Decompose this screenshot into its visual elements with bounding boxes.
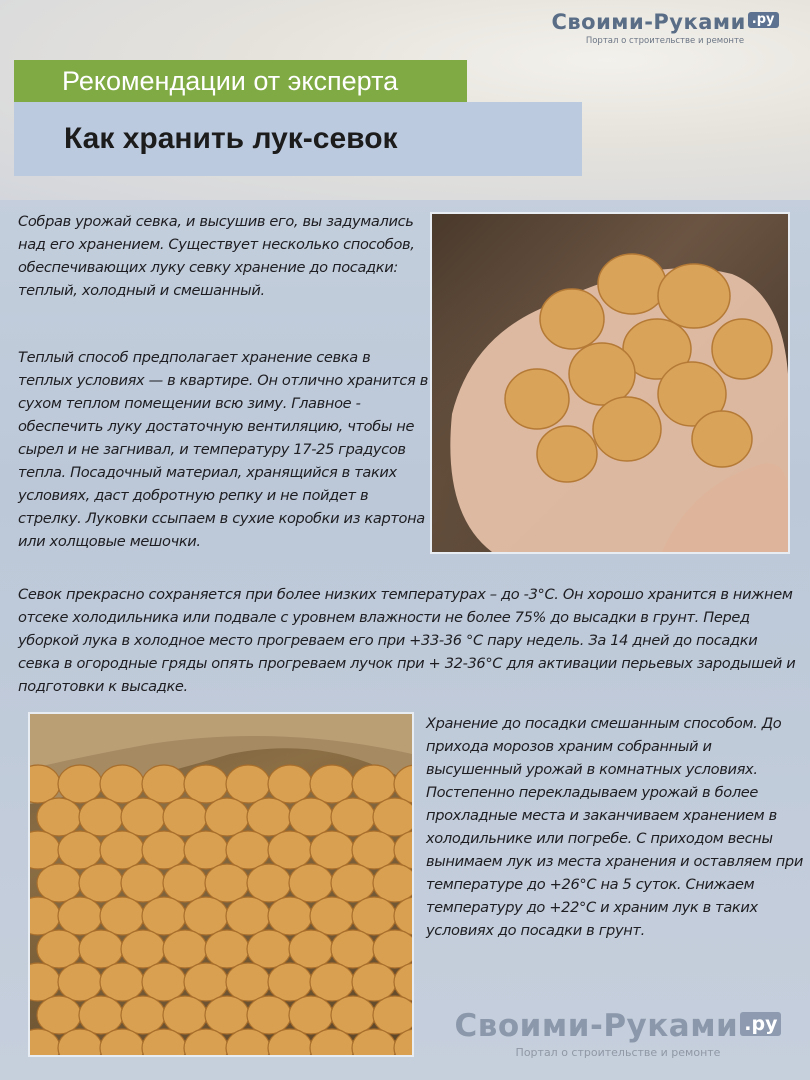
onion xyxy=(394,963,412,1001)
onion xyxy=(121,930,165,968)
logo-tagline: Портал о строительстве и ремонте xyxy=(585,36,745,46)
logo-tagline-bottom: Портал о строительстве и ремонте xyxy=(515,1046,721,1059)
onion xyxy=(163,996,207,1034)
onion xyxy=(289,930,333,968)
onion xyxy=(289,864,333,902)
onion xyxy=(37,930,81,968)
onion-sack-photo xyxy=(28,712,414,1057)
onion xyxy=(331,930,375,968)
onion xyxy=(100,963,144,1001)
onion xyxy=(121,798,165,836)
onion xyxy=(331,996,375,1034)
onion xyxy=(247,996,291,1034)
mixed-method-paragraph xyxy=(426,712,804,942)
logo-tld-bottom: .ру xyxy=(740,1012,781,1036)
expert-label: Рекомендации от эксперта xyxy=(14,60,467,102)
onion xyxy=(352,831,396,869)
onion xyxy=(163,798,207,836)
onions-in-hands-photo xyxy=(430,212,790,554)
onion xyxy=(184,765,228,803)
onion xyxy=(373,798,412,836)
onion xyxy=(163,930,207,968)
onion xyxy=(37,798,81,836)
onion xyxy=(205,930,249,968)
onion xyxy=(58,765,102,803)
onion xyxy=(37,996,81,1034)
onion xyxy=(373,930,412,968)
onion xyxy=(205,996,249,1034)
onion xyxy=(310,765,354,803)
onion xyxy=(394,831,412,869)
logo-name-bottom: Своими-Руками xyxy=(454,1008,739,1044)
onion xyxy=(184,831,228,869)
onion xyxy=(247,930,291,968)
onion xyxy=(37,864,81,902)
onion xyxy=(226,765,270,803)
logo-brand-bottom xyxy=(448,1008,788,1044)
site-logo-bottom[interactable] xyxy=(448,1008,788,1059)
onion xyxy=(100,897,144,935)
onion xyxy=(205,864,249,902)
onions-in-hands-illustration xyxy=(432,214,788,552)
onion xyxy=(184,963,228,1001)
onion xyxy=(142,897,186,935)
onion xyxy=(30,963,60,1001)
onion xyxy=(58,831,102,869)
onion xyxy=(289,996,333,1034)
onion xyxy=(142,831,186,869)
warm-method-text: Теплый способ предполагает хранение севка в теплых условиях — в квартире. Он отлично хранится в сухом теплом помещении всю зиму. Главное - обеспечить луку достаточную вентиляцию, чтобы не сырел и не загнивал, и температуру 17-25 градусов тепла. Посадочный материал, хранящийся в таких условиях, даст добротную репку и не пойдет в стрелку. Луковки ссыпаем в сухие коробки из картона или холщовые мешочки. xyxy=(18,349,429,550)
onion-pile xyxy=(30,765,412,1055)
intro-paragraph xyxy=(18,210,418,302)
onion xyxy=(352,765,396,803)
onion xyxy=(247,864,291,902)
onion xyxy=(226,963,270,1001)
onion xyxy=(289,798,333,836)
onion xyxy=(30,897,60,935)
onion xyxy=(79,996,123,1034)
logo-tld: .ру xyxy=(748,12,779,28)
onion xyxy=(352,963,396,1001)
onion xyxy=(247,798,291,836)
onion xyxy=(184,897,228,935)
logo-name: Своими-Руками xyxy=(551,10,746,34)
site-logo-top[interactable] xyxy=(540,10,790,46)
onion xyxy=(30,831,60,869)
onion-sack-illustration xyxy=(30,714,412,1055)
onion xyxy=(121,996,165,1034)
onion xyxy=(310,963,354,1001)
onion xyxy=(205,798,249,836)
onion xyxy=(100,765,144,803)
onion xyxy=(163,864,207,902)
warm-method-paragraph xyxy=(18,346,428,553)
onion xyxy=(121,864,165,902)
onion xyxy=(268,831,312,869)
onion xyxy=(58,963,102,1001)
mixed-method-text: Хранение до посадки смешанным способом. До прихода морозов храним собранный и высушенный урожай в комнатных условиях. Постепенно перекладываем урожай в более прохладные места и заканчиваем хранением в холодильнике или погребе. С приходом весны вынимаем лук из места хранения и оставляем при температуре до +26°С на 5 суток. Снижаем температуру до +22°С и храним лук в таких условиях до посадки в грунт. xyxy=(426,715,803,939)
onion xyxy=(79,798,123,836)
onion xyxy=(310,897,354,935)
intro-text: Собрав урожай севка, и высушив его, вы задумались над его хранением. Существует несколько способов, обеспечивающих луку севку хранение до посадки: теплый, холодный и смешанный. xyxy=(18,213,415,299)
cold-method-text: Севок прекрасно сохраняется при более низких температурах – до -3°С. Он хорошо хранится в нижнем отсеке холодильника или подвале с уровнем влажности не более 75% до высадки в грунт. Перед уборкой лука в холодное место прогреваем его при +33-36 °С пару недель. За 14 дней до посадки севка в огородные гряды опять прогреваем лучок при + 32-36°С для активации перьевых зародышей и подготовки к высадке. xyxy=(18,586,796,695)
onion xyxy=(226,897,270,935)
onion xyxy=(142,765,186,803)
onion xyxy=(268,963,312,1001)
logo-brand xyxy=(540,10,790,34)
onion xyxy=(373,996,412,1034)
cold-method-paragraph xyxy=(18,583,798,698)
onion xyxy=(373,864,412,902)
onion xyxy=(394,897,412,935)
onion xyxy=(331,798,375,836)
onion xyxy=(79,930,123,968)
onion xyxy=(331,864,375,902)
onion xyxy=(79,864,123,902)
onion xyxy=(58,897,102,935)
onion xyxy=(352,897,396,935)
onion xyxy=(268,897,312,935)
onion xyxy=(226,831,270,869)
onion xyxy=(268,765,312,803)
page-title: Как хранить лук-севок xyxy=(14,102,582,176)
onion xyxy=(142,963,186,1001)
onion xyxy=(310,831,354,869)
onion xyxy=(100,831,144,869)
